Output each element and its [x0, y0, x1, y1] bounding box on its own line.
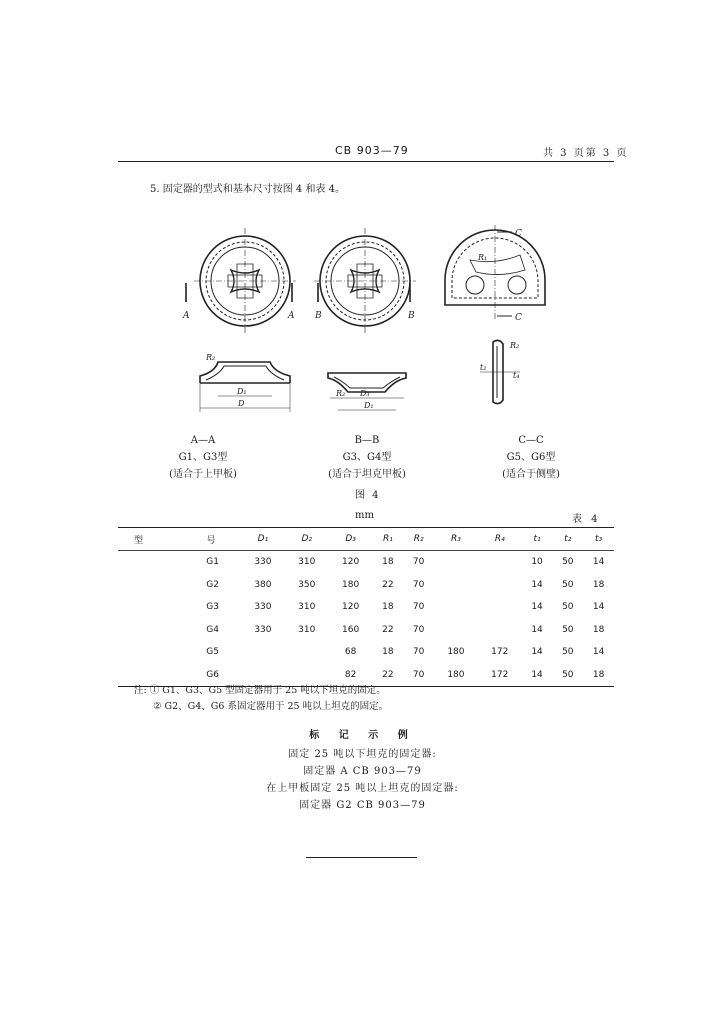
cell-t1: 14 [522, 664, 553, 687]
cell-d2: 350 [298, 579, 316, 590]
label-d1-a: D₁ [237, 387, 247, 396]
header-rule [118, 161, 614, 162]
page-info: 共 3 页第 3 页 [543, 148, 629, 159]
col-header-type: 型 [118, 528, 181, 551]
cell-r3: 180 [447, 647, 465, 658]
table-row [118, 641, 614, 664]
cell-r1: 22 [373, 664, 404, 687]
cell-d1: 330 [254, 602, 272, 613]
cell-d1 [241, 641, 285, 664]
cell-r4: 172 [491, 647, 509, 658]
label-r2-a: R₂ [206, 353, 216, 362]
cell-d2: 310 [298, 624, 316, 635]
cell-d3: 120 [342, 602, 360, 613]
cell-t2: 50 [562, 624, 574, 635]
label-r1-c: R₁ [478, 253, 488, 262]
cell-r4 [478, 619, 522, 642]
intro-text: 5. 固定器的型式和基本尺寸按图 4 和表 4。 [150, 184, 345, 195]
label-sec-b-left: B [315, 311, 322, 321]
label-d3-b: D₃ [360, 389, 370, 398]
caption-c-models: G5、G6型 [506, 452, 556, 463]
table-body [118, 551, 614, 687]
label-sec-a-right: A [288, 311, 295, 321]
cell-r1: 18 [382, 647, 394, 658]
cell-r2: 70 [412, 557, 425, 568]
label-r2-c: R₂ [510, 341, 520, 350]
caption-b [287, 432, 447, 483]
cell-d3: 120 [342, 557, 360, 568]
col-header-r1: R₁ [373, 528, 404, 551]
label-t2-c: t₂ [480, 363, 487, 372]
note-2: ② G2、G4、G6 系固定器用于 25 吨以上坦克的固定。 [153, 701, 389, 712]
label-sec-c-top: C [515, 229, 522, 239]
col-header-number: 号 [181, 528, 241, 551]
section-b [328, 373, 406, 410]
cell-model: G3 [206, 602, 219, 613]
label-sec-a-left: A [183, 311, 190, 321]
end-rule [306, 857, 417, 858]
label-t4-c: t₄ [513, 371, 520, 380]
cell-d1: 330 [254, 557, 272, 568]
cell-d3: 68 [344, 647, 357, 658]
table-row [118, 619, 614, 642]
cell-r3: 180 [434, 664, 478, 687]
label-d-a: D [238, 399, 245, 408]
col-header-r3: R₃ [434, 528, 478, 551]
cell-model: G5 [206, 647, 219, 658]
figure-title: 图 4 [355, 490, 381, 501]
cell-d3: 82 [329, 664, 373, 687]
cell-r2: 70 [412, 602, 425, 613]
cell-r3 [434, 619, 478, 642]
view-b-plan [314, 228, 416, 335]
section-a [200, 353, 290, 412]
caption-c-usage: (适合于侧壁) [502, 469, 560, 480]
cell-d2: 310 [298, 602, 316, 613]
cell-r1: 22 [382, 624, 394, 635]
section-c [480, 340, 520, 403]
note-1: 注: ① G1、G3、G5 型固定器用于 25 吨以下坦克的固定。 [134, 685, 386, 696]
caption-a [123, 432, 283, 483]
col-header-t3: t₃ [583, 528, 614, 551]
col-header-d1: D₁ [241, 528, 285, 551]
cell-t3: 14 [592, 647, 605, 658]
col-header-d3: D₃ [329, 528, 373, 551]
col-header-r2: R₂ [403, 528, 434, 551]
cell-r3 [434, 596, 478, 619]
cell-t1: 14 [531, 602, 543, 613]
cell-model: G6 [118, 664, 241, 687]
cell-r2: 70 [403, 664, 434, 687]
table-label: 表 4 [572, 514, 601, 525]
marking-title: 标 记 示 例 [309, 730, 416, 741]
cell-r2: 70 [412, 579, 425, 590]
label-r2-b: R₂ [336, 389, 346, 398]
table-row [118, 574, 614, 597]
cell-t2: 50 [562, 602, 574, 613]
label-sec-b-right: B [408, 311, 415, 321]
label-d1-b: D₁ [364, 401, 374, 410]
caption-b-usage: (适合于坦克甲板) [328, 469, 406, 480]
spec-table [118, 527, 614, 687]
table-row [118, 596, 614, 619]
table-row [118, 551, 614, 574]
label-sec-c-bottom: C [515, 313, 522, 323]
table-unit: mm [355, 510, 374, 521]
caption-b-models: G3、G4型 [342, 452, 392, 463]
cell-d2: 310 [298, 557, 316, 568]
cell-r1: 18 [382, 602, 394, 613]
caption-a-section: A—A [190, 435, 216, 446]
cell-t2: 50 [562, 557, 574, 568]
view-c-plan [445, 225, 545, 323]
cell-t1: 14 [531, 579, 543, 590]
caption-a-usage: (适合于上甲板) [169, 469, 237, 480]
cell-r1: 22 [382, 579, 394, 590]
cell-t3: 14 [592, 602, 605, 613]
cell-t3: 18 [583, 664, 614, 687]
cell-model: G2 [206, 579, 219, 590]
cell-d1: 330 [254, 624, 272, 635]
marking-line-1: 固定 25 吨以下坦克的固定器: [288, 749, 437, 760]
caption-c [451, 432, 611, 483]
col-header-t2: t₂ [552, 528, 583, 551]
cell-r2: 70 [412, 624, 425, 635]
col-header-t1: t₁ [522, 528, 553, 551]
cell-model: G1 [206, 557, 219, 568]
caption-c-section: C—C [518, 435, 544, 446]
cell-r3 [434, 551, 478, 574]
caption-a-models: G1、G3型 [178, 452, 228, 463]
cell-d2 [285, 641, 329, 664]
cell-model: G4 [206, 624, 219, 635]
view-a-plan [182, 228, 296, 335]
cell-r4 [478, 596, 522, 619]
cell-r2: 70 [412, 647, 425, 658]
table-header-row [118, 528, 614, 551]
caption-b-section: B—B [354, 435, 380, 446]
cell-r4 [478, 574, 522, 597]
cell-t3: 14 [592, 557, 605, 568]
cell-d1: 380 [254, 579, 272, 590]
cell-r3 [434, 574, 478, 597]
cell-r1: 18 [382, 557, 394, 568]
cell-d3: 180 [342, 579, 360, 590]
cell-t1: 14 [531, 647, 543, 658]
cell-r4 [478, 551, 522, 574]
standard-code: CB 903—79 [335, 144, 409, 157]
cell-t3: 18 [592, 624, 605, 635]
cell-r4: 172 [478, 664, 522, 687]
cell-t2: 50 [562, 647, 574, 658]
col-header-r4: R₄ [478, 528, 522, 551]
cell-t2: 50 [552, 664, 583, 687]
cell-t1: 10 [531, 557, 543, 568]
cell-t2: 50 [562, 579, 574, 590]
cell-t3: 18 [592, 579, 605, 590]
cell-t1: 14 [531, 624, 543, 635]
marking-line-4: 固定器 G2 CB 903—79 [299, 800, 426, 811]
cell-d3: 160 [342, 624, 360, 635]
marking-line-2: 固定器 A CB 903—79 [303, 766, 422, 777]
marking-line-3: 在上甲板固定 25 吨以上坦克的固定器: [266, 783, 459, 794]
col-header-d2: D₂ [285, 528, 329, 551]
